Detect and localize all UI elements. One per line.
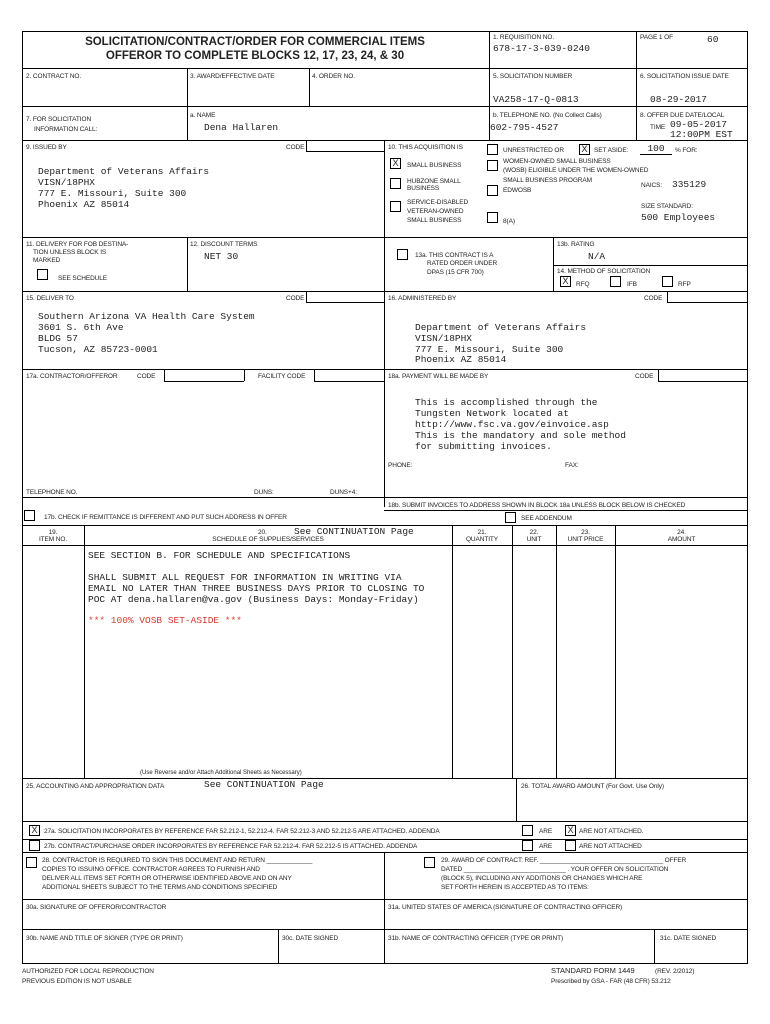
- hubzone-label: BUSINESS: [407, 185, 440, 192]
- set-aside-checkbox[interactable]: X: [579, 144, 590, 155]
- form-title-line1: SOLICITATION/CONTRACT/ORDER FOR COMMERCIAL ITEMS: [85, 36, 425, 48]
- information-call-label: INFORMATION CALL:: [34, 126, 98, 133]
- facility-code-label: FACILITY CODE: [258, 373, 306, 380]
- 27b-not-attached-checkbox[interactable]: [565, 840, 576, 851]
- set-aside-label: SET ASIDE:: [594, 147, 629, 154]
- hubzone-label: HUBZONE SMALL: [407, 178, 461, 185]
- discount-terms-value[interactable]: NET 30: [204, 251, 239, 262]
- rating-label: 13b. RATING: [557, 241, 595, 248]
- eight-a-label: 8(A): [503, 218, 515, 225]
- col-amount-num: 24.: [677, 529, 686, 536]
- name-31b-label: 31b. NAME OF CONTRACTING OFFICER (TYPE OR PRINT): [388, 935, 564, 942]
- duns4-label: DUNS+4:: [330, 489, 357, 496]
- reverse-sheets-note: (Use Reverse and/or Attach Additional Sheets as Necessary): [140, 770, 302, 776]
- footer-form-rev: (REV. 2/2012): [655, 968, 695, 975]
- issued-by-line: Department of Veterans Affairs: [38, 166, 210, 177]
- percent-for-label: % FOR:: [675, 147, 698, 154]
- block28-text: COPIES TO ISSUING OFFICE. CONTRACTOR AGREES TO FURNISH AND: [42, 866, 260, 873]
- incorporates-27a-text: 27a. SOLICITATION INCORPORATES BY REFERENCE FAR 52.212-1, 52.212-4. FAR 52.212-3 AND 52.212-5 ARE ATTACHED. ADDENDA: [44, 828, 440, 835]
- block28-text: DELIVER ALL ITEMS SET FORTH OR OTHERWISE IDENTIFIED ABOVE AND ON ANY: [42, 875, 292, 882]
- solicitation-no-label: 5. SOLICITATION NUMBER: [493, 73, 573, 80]
- col-quantity-label: QUANTITY: [465, 536, 499, 543]
- col-unit-label: UNIT: [526, 536, 542, 543]
- rfq-label: RFQ: [576, 281, 590, 288]
- payment-line: This is the mandatory and sole method: [415, 430, 626, 441]
- wosb-checkbox[interactable]: [487, 160, 498, 171]
- sig-31a-label: 31a. UNITED STATES OF AMERICA (SIGNATURE OF CONTRACTING OFFICER): [388, 904, 623, 911]
- see-addendum-checkbox[interactable]: [505, 512, 516, 523]
- payment-phone-label: PHONE:: [388, 462, 413, 469]
- submit-invoices-label: 18b. SUBMIT INVOICES TO ADDRESS SHOWN IN BLOCK 18a UNLESS BLOCK BELOW IS CHECKED: [388, 502, 686, 509]
- incorporates-27b-text: 27b. CONTRACT/PURCHASE ORDER INCORPORATES BY REFERENCE FAR 52.212-4. FAR 52.212-5 IS ATTACHED. ADDENDA: [44, 843, 418, 850]
- contact-phone-value[interactable]: 602-795-4527: [490, 122, 559, 133]
- offer-due-date-value[interactable]: 09-05-2017: [670, 119, 728, 130]
- rating-value[interactable]: N/A: [588, 251, 606, 262]
- rated-order-label: RATED ORDER UNDER: [427, 260, 498, 267]
- set-aside-percent[interactable]: 100: [640, 143, 672, 155]
- payment-fax-label: FAX:: [565, 462, 579, 469]
- col-item-label: ITEM NO.: [38, 536, 68, 543]
- offer-due-time-label: TIME: [650, 124, 666, 131]
- sdvosb-checkbox[interactable]: [390, 201, 401, 212]
- rfq-checkbox[interactable]: X: [560, 276, 571, 287]
- rated-order-label: 13a. THIS CONTRACT IS A: [415, 252, 494, 259]
- deliver-to-line: 3601 S. 6th Ave: [38, 322, 124, 333]
- ifb-label: IFB: [627, 281, 637, 288]
- payment-line: http://www.fsc.va.gov/einvoice.asp: [415, 419, 609, 430]
- footer-form-name: STANDARD FORM 1449: [551, 966, 635, 975]
- issued-by-line: VISN/18PHX: [38, 177, 96, 188]
- vosb-set-aside-note: *** 100% VOSB SET-ASIDE ***: [88, 615, 242, 626]
- 27b-not-attached-label: ARE NOT ATTACHED: [579, 843, 642, 850]
- rfp-label: RFP: [678, 281, 691, 288]
- page-total: 60: [707, 34, 719, 45]
- block29-checkbox[interactable]: [424, 857, 435, 868]
- award-date-label: 3. AWARD/EFFECTIVE DATE: [190, 73, 275, 80]
- unrestricted-checkbox[interactable]: [487, 144, 498, 155]
- administered-by-label: 16. ADMINISTERED BY: [388, 295, 457, 302]
- wosb-label: WOMEN-OWNED SMALL BUSINESS: [503, 158, 611, 165]
- deliver-to-line: BLDG 57: [38, 333, 78, 344]
- contact-name-label: a. NAME: [190, 112, 216, 119]
- block28-text: 28. CONTRACTOR IS REQUIRED TO SIGN THIS DOCUMENT AND RETURN _____________: [42, 857, 313, 864]
- block28-checkbox[interactable]: [26, 857, 37, 868]
- issued-by-line: Phoenix AZ 85014: [38, 199, 130, 210]
- payment-line: Tungsten Network located at: [415, 408, 569, 419]
- delivery-label: TION UNLESS BLOCK IS: [33, 249, 107, 256]
- wosb-label: SMALL BUSINESS PROGRAM: [503, 177, 592, 184]
- offer-due-time-value[interactable]: 12:00PM EST: [670, 129, 733, 140]
- size-standard-label: SIZE STANDARD:: [641, 203, 693, 210]
- sdvosb-label: SERVICE-DISABLED: [407, 199, 469, 206]
- edwosb-label: EDWOSB: [503, 187, 532, 194]
- administered-by-line: VISN/18PHX: [415, 333, 473, 344]
- delivery-label: MARKED: [33, 257, 61, 264]
- issue-date-label: 6. SOLICITATION ISSUE DATE: [640, 73, 729, 80]
- edwosb-checkbox[interactable]: [487, 185, 498, 196]
- block28-text: ADDITIONAL SHEETS SUBJECT TO THE TERMS AND CONDITIONS SPECIFIED: [42, 884, 278, 891]
- contractor-label: 17a. CONTRACTOR/OFFEROR: [26, 373, 118, 380]
- incorporates-27b-checkbox[interactable]: [29, 840, 40, 851]
- requisition-label: 1. REQUISITION NO.: [493, 34, 555, 41]
- col-unit-price-num: 23.: [581, 529, 590, 536]
- col-unit-price-label: UNIT PRICE: [567, 536, 604, 543]
- sdvosb-label: SMALL BUSINESS: [407, 217, 462, 224]
- footer-prescribed: Prescribed by GSA - FAR (48 CFR) 53.212: [551, 978, 671, 985]
- contact-phone-label: b. TELEPHONE NO. (No Collect Calls): [493, 112, 602, 119]
- incorporates-27a-checkbox[interactable]: X: [29, 825, 40, 836]
- payment-line: for submitting invoices.: [415, 441, 552, 452]
- ifb-checkbox[interactable]: [610, 276, 621, 287]
- block29-text: (BLOCK 5), INCLUDING ANY ADDITIONS OR CHANGES WHICH ARE: [441, 875, 643, 882]
- remittance-checkbox[interactable]: [24, 510, 35, 521]
- discount-terms-label: 12. DISCOUNT TERMS: [190, 241, 258, 248]
- sdvosb-label: VETERAN-OWNED: [407, 208, 464, 215]
- administered-by-code-label: CODE: [644, 295, 663, 302]
- footer-auth-line1: AUTHORIZED FOR LOCAL REPRODUCTION: [22, 968, 154, 975]
- 27b-are-checkbox[interactable]: [522, 840, 533, 851]
- form-title-line2: OFFEROR TO COMPLETE BLOCKS 12, 17, 23, 24, & 30: [105, 50, 405, 62]
- 27a-are-label: ARE: [539, 828, 553, 835]
- order-no-label: 4. ORDER NO.: [312, 73, 355, 80]
- col-quantity-num: 21.: [477, 529, 487, 536]
- block29-text: SET FORTH HEREIN IS ACCEPTED AS TO ITEMS:: [441, 884, 589, 891]
- 27b-are-label: ARE: [539, 843, 553, 850]
- col-schedule-value: See CONTINUATION Page: [294, 526, 414, 537]
- see-addendum-label: SEE ADDENDUM: [521, 515, 572, 522]
- naics-label: NAICS:: [641, 182, 663, 189]
- duns-label: DUNS:: [254, 489, 274, 496]
- schedule-line: POC AT dena.hallaren@va.gov (Business Days: Monday-Friday): [88, 594, 419, 605]
- contact-name-value[interactable]: Dena Hallaren: [204, 122, 279, 133]
- issue-date-value[interactable]: 08-29-2017: [650, 94, 708, 105]
- deliver-to-code-label: CODE: [286, 295, 305, 302]
- name-30b-label: 30b. NAME AND TITLE OF SIGNER (TYPE OR PRINT): [26, 935, 183, 942]
- rfp-checkbox[interactable]: [662, 276, 673, 287]
- page-label: PAGE 1 OF: [640, 34, 673, 41]
- payment-label: 18a. PAYMENT WILL BE MADE BY: [388, 373, 489, 380]
- issued-by-label: 9. ISSUED BY: [26, 144, 67, 151]
- sig-30a-label: 30a. SIGNATURE OF OFFEROR/CONTRACTOR: [26, 904, 167, 911]
- contractor-code-label: CODE: [137, 373, 156, 380]
- naics-value[interactable]: 335129: [672, 179, 707, 190]
- date-30c-label: 30c. DATE SIGNED: [282, 935, 339, 942]
- deliver-to-line: Tucson, AZ 85723-0001: [38, 344, 158, 355]
- for-solicitation-label: 7. FOR SOLICITATION: [26, 116, 92, 123]
- administered-by-line: Department of Veterans Affairs: [415, 322, 587, 333]
- contractor-telephone-label: TELEPHONE NO.: [26, 489, 78, 496]
- issued-by-code-label: CODE: [286, 144, 305, 151]
- administered-by-line: Phoenix AZ 85014: [415, 354, 507, 365]
- small-business-checkbox[interactable]: X: [390, 158, 401, 169]
- requisition-value[interactable]: 678-17-3-039-0240: [493, 43, 590, 54]
- deliver-to-line: Southern Arizona VA Health Care System: [38, 311, 255, 322]
- total-award-label: 26. TOTAL AWARD AMOUNT (For Govt. Use Only): [521, 783, 664, 790]
- schedule-line: SHALL SUBMIT ALL REQUEST FOR INFORMATION IN WRITING VIA: [88, 572, 402, 583]
- acquisition-label: 10. THIS ACQUISITION IS: [388, 144, 463, 151]
- wosb-label: (WOSB) ELIGIBLE UNDER THE WOMEN-OWNED: [503, 167, 649, 174]
- col-item-num: 19.: [48, 529, 58, 536]
- offer-due-label: 8. OFFER DUE DATE/LOCAL: [640, 112, 725, 119]
- method-label: 14. METHOD OF SOLICITATION: [557, 268, 651, 275]
- small-business-label: SMALL BUSINESS: [407, 162, 462, 169]
- rated-order-label: DPAS (15 CFR 700): [427, 269, 484, 276]
- see-schedule-label: SEE SCHEDULE: [58, 275, 108, 282]
- date-31c-label: 31c. DATE SIGNED: [660, 935, 717, 942]
- 27a-not-attached-checkbox[interactable]: X: [565, 825, 576, 836]
- rated-order-checkbox[interactable]: [397, 249, 408, 260]
- col-unit-num: 22.: [529, 529, 539, 536]
- issued-by-line: 777 E. Missouri, Suite 300: [38, 188, 187, 199]
- payment-code-label: CODE: [635, 373, 654, 380]
- delivery-label: 11. DELIVERY FOR FOB DESTINA-: [26, 241, 129, 248]
- col-amount-label: AMOUNT: [667, 536, 696, 543]
- size-standard-value[interactable]: 500 Employees: [641, 212, 716, 223]
- see-schedule-checkbox[interactable]: [37, 269, 48, 280]
- 27a-not-attached-label: ARE NOT ATTACHED.: [579, 828, 644, 835]
- administered-by-line: 777 E. Missouri, Suite 300: [415, 344, 564, 355]
- hubzone-checkbox[interactable]: [390, 178, 401, 189]
- accounting-value[interactable]: See CONTINUATION Page: [204, 779, 324, 790]
- contract-no-label: 2. CONTRACT NO.: [26, 73, 82, 80]
- eight-a-checkbox[interactable]: [487, 212, 498, 223]
- col-schedule-label: SCHEDULE OF SUPPLIES/SERVICES: [212, 536, 324, 543]
- col-schedule-num: 20.: [258, 529, 267, 536]
- unrestricted-label: UNRESTRICTED OR: [503, 147, 564, 154]
- remittance-label: 17b. CHECK IF REMITTANCE IS DIFFERENT AND PUT SUCH ADDRESS IN OFFER: [44, 514, 287, 521]
- solicitation-no-value[interactable]: VA258-17-Q-0813: [493, 94, 579, 105]
- schedule-line: EMAIL NO LATER THAN THREE BUSINESS DAYS PRIOR TO CLOSING TO: [88, 583, 425, 594]
- payment-line: This is accomplished through the: [415, 397, 598, 408]
- schedule-line: SEE SECTION B. FOR SCHEDULE AND SPECIFICATIONS: [88, 550, 351, 561]
- block29-text: DATED _____________________________ . YOUR OFFER ON SOLICITATION: [441, 866, 669, 873]
- deliver-to-label: 15. DELIVER TO: [26, 295, 74, 302]
- 27a-are-checkbox[interactable]: [522, 825, 533, 836]
- accounting-label: 25. ACCOUNTING AND APPROPRIATION DATA: [26, 783, 165, 790]
- footer-auth-line2: PREVIOUS EDITION IS NOT USABLE: [22, 978, 132, 985]
- block29-text: 29. AWARD OF CONTRACT: REF. ___________________________________ OFFER: [441, 857, 687, 864]
